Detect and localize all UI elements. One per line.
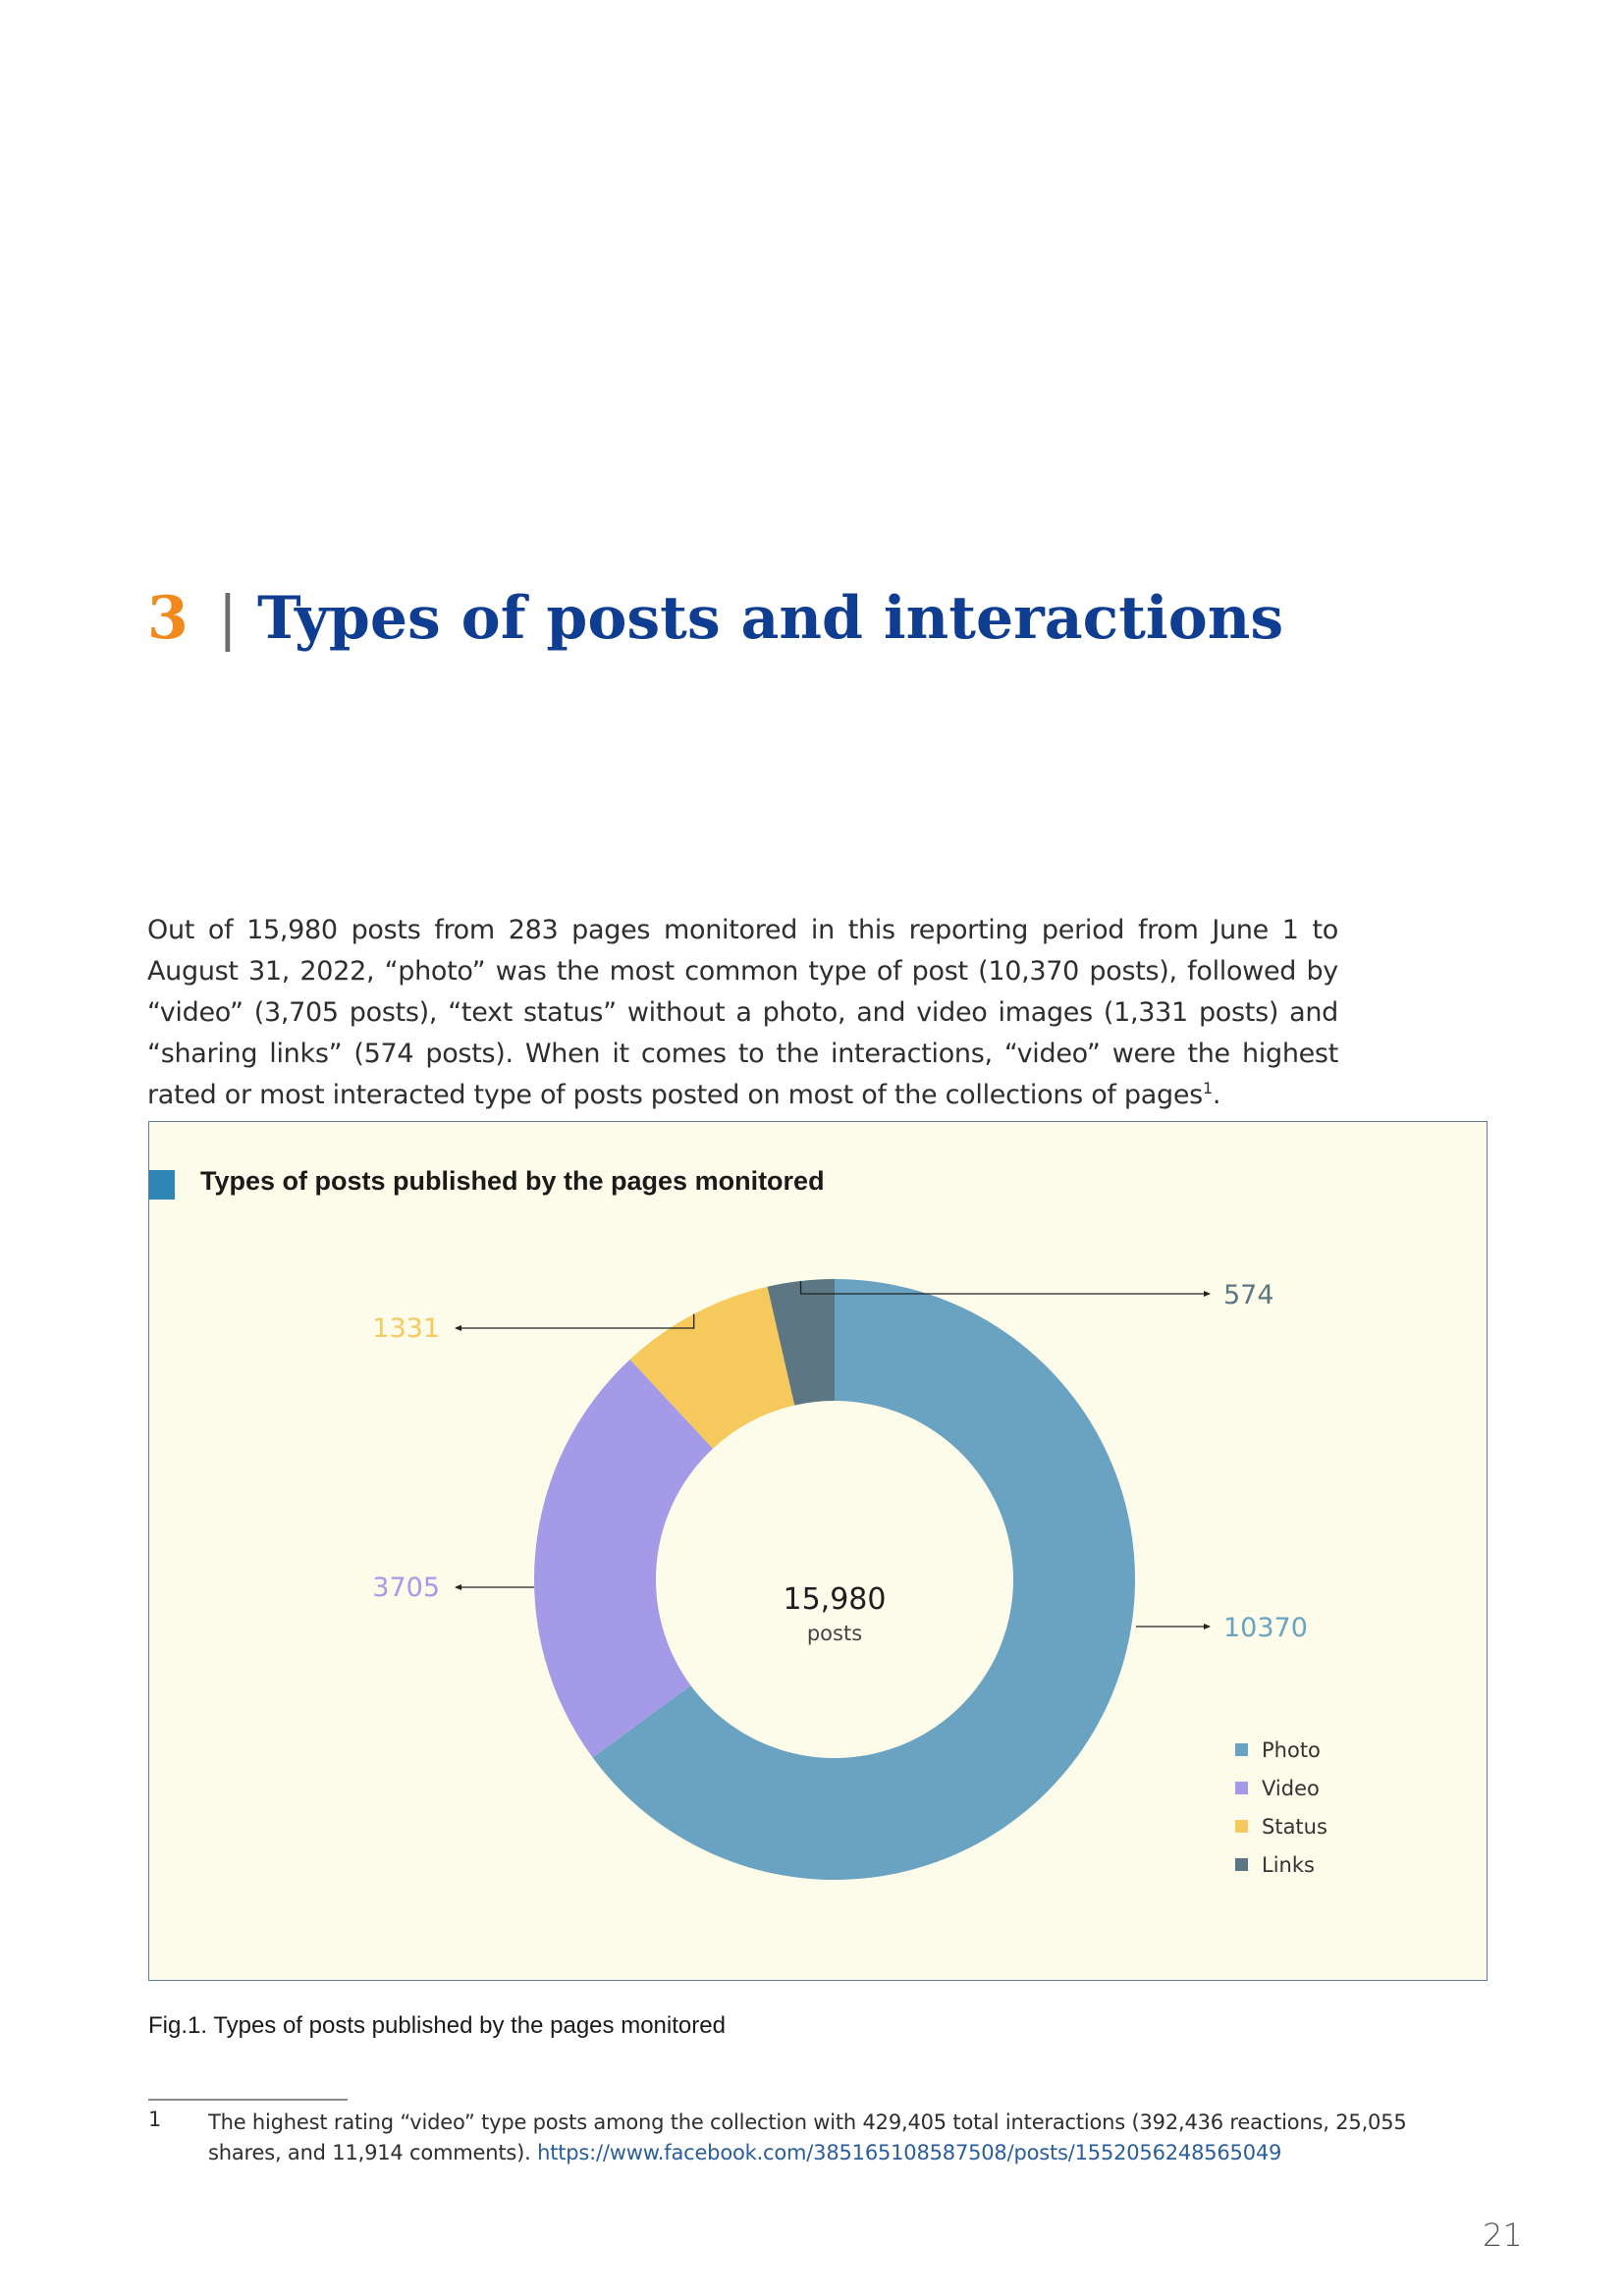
data-label-photo: 10370 (1223, 1613, 1308, 1643)
footnote-number: 1 (148, 2108, 162, 2131)
body-text-end: . (1212, 1080, 1221, 1110)
section-number: 3 (147, 584, 189, 653)
legend-swatch-photo (1235, 1743, 1248, 1756)
data-label-status: 1331 (372, 1313, 440, 1344)
chart-title: Types of posts published by the pages monitored (200, 1166, 825, 1196)
body-text-main: Out of 15,980 posts from 283 pages monitored in this reporting period from June 1 to August 31, 2022, “photo” was the most common type of post (10,370 posts), followed by “video” (3,705 posts), “text status” without a photo, and video images (1,331 posts) and “sharing links” (574 posts). When it comes to the interactions, “video” were the highest rated or most interacted type of posts posted on most of the collections of pages (147, 915, 1338, 1110)
footnote-reference[interactable]: 1 (1202, 1079, 1213, 1097)
legend-swatch-video (1235, 1782, 1248, 1794)
legend-label-links: Links (1262, 1853, 1315, 1877)
section-heading (147, 579, 1283, 658)
figure-caption: Fig.1. Types of posts published by the pages monitored (148, 2012, 726, 2039)
legend-label-video: Video (1262, 1777, 1320, 1800)
section-separator: | (217, 584, 238, 653)
legend-label-photo: Photo (1262, 1738, 1321, 1762)
body-paragraph (147, 910, 1338, 1116)
donut-center-value: 15,980 (783, 1582, 887, 1617)
section-title: Types of posts and interactions (256, 584, 1284, 653)
legend-label-status: Status (1262, 1815, 1327, 1839)
donut-chart (149, 1122, 1489, 1982)
data-label-links: 574 (1223, 1280, 1274, 1310)
page-number: 21 (1483, 2216, 1523, 2254)
donut-center-label: posts (806, 1622, 863, 1645)
footnote-divider (148, 2099, 348, 2101)
legend-swatch-status (1235, 1820, 1248, 1833)
footnote-text (208, 2108, 1475, 2168)
data-label-video: 3705 (372, 1573, 440, 1603)
leader-line-status (456, 1314, 694, 1328)
legend-swatch-links (1235, 1858, 1248, 1871)
footnote-link[interactable]: https://www.facebook.com/385165108587508/posts/1552056248565049 (537, 2141, 1282, 2164)
footnote-body: The highest rating “video” type posts among the collection with 429,405 total interactions (392,436 reactions, 25,055 shares, and 11,914 comments). (208, 2110, 1407, 2164)
chart-panel (148, 1121, 1488, 1981)
